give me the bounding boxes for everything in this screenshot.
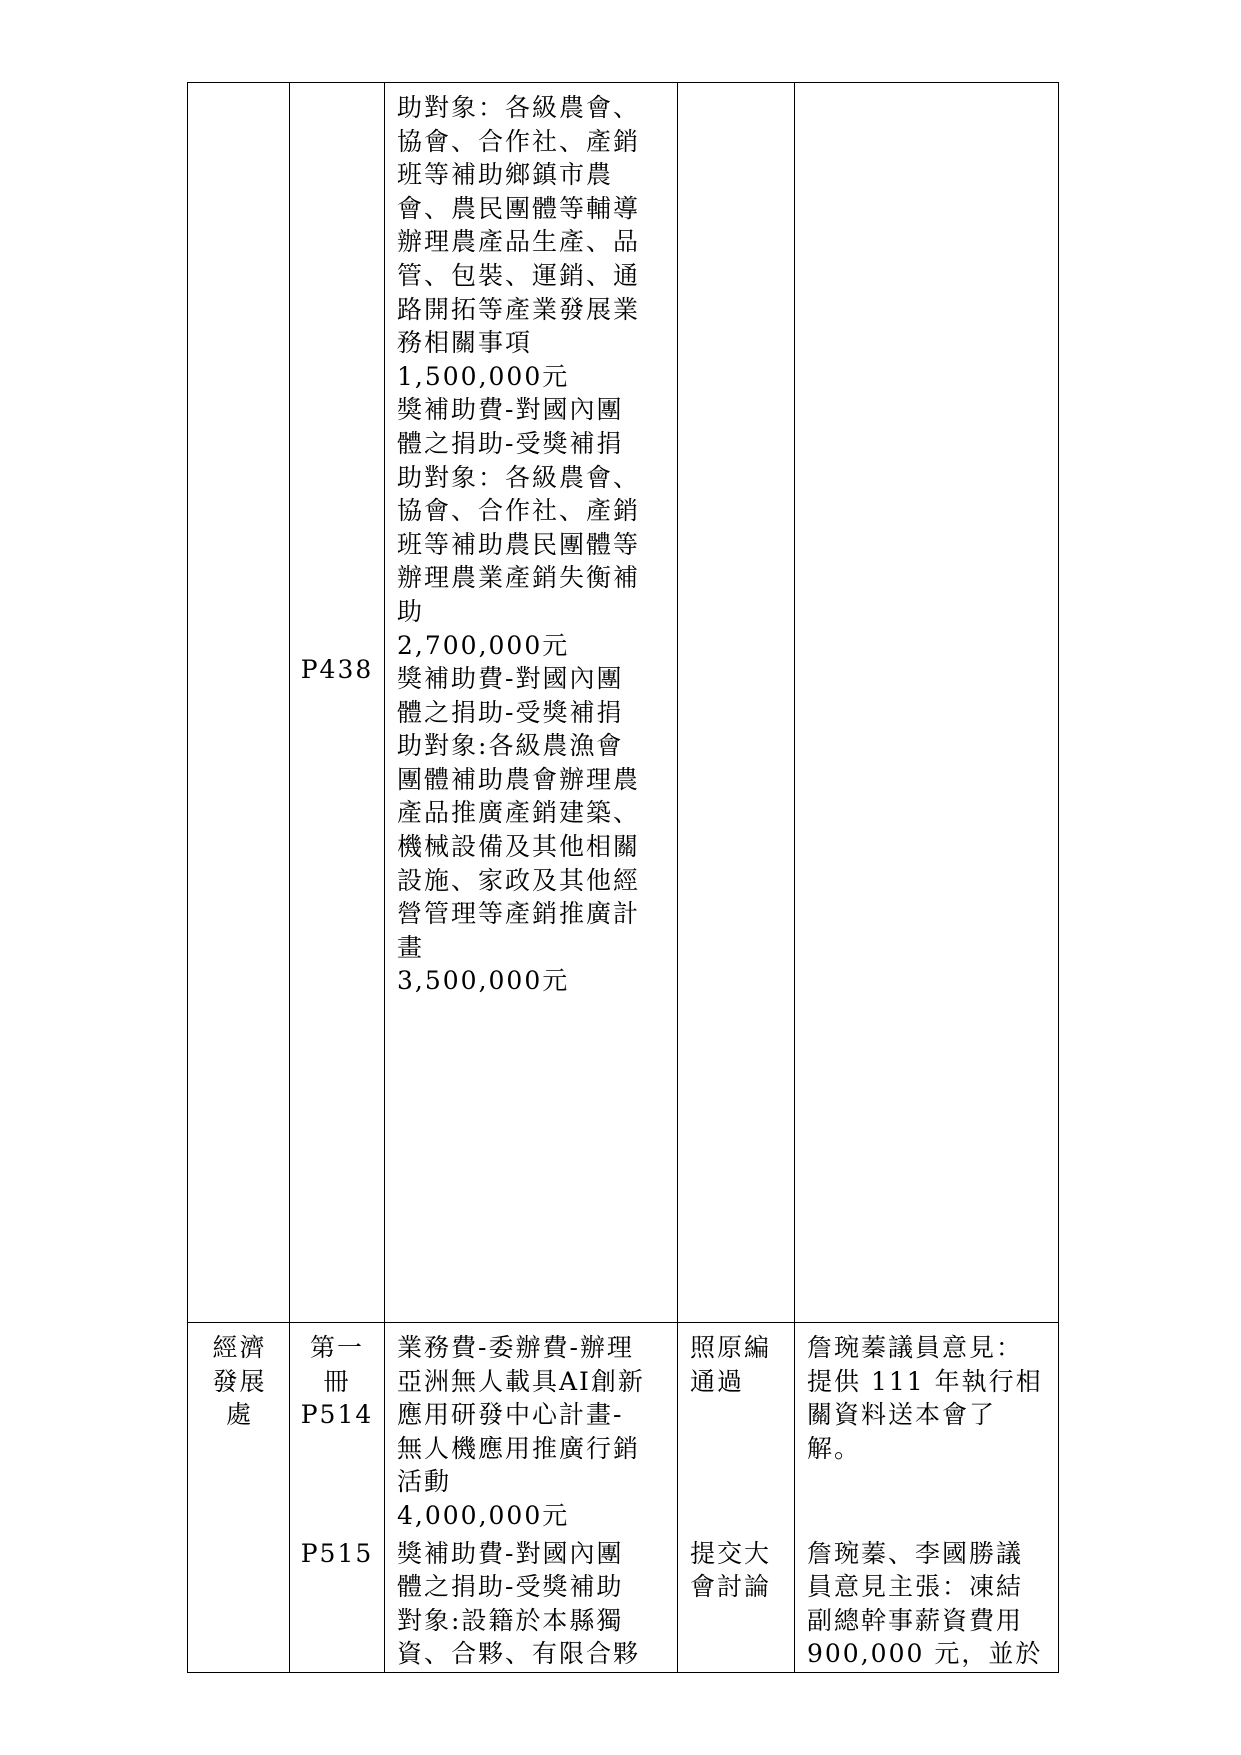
table-row — [188, 83, 1059, 1323]
text-line: 關資料送本會了 — [807, 1400, 997, 1430]
text-line: 資、合夥、有限合夥 — [397, 1639, 641, 1669]
text-line: 產品推廣產銷建築、 — [397, 798, 641, 828]
opinion-cell — [795, 83, 1059, 1323]
text-line: 班等補助農民團體等 — [397, 529, 641, 559]
item-cell — [385, 1323, 678, 1673]
text-line: 管、包裝、運銷、通 — [397, 260, 641, 290]
department-cell — [188, 1323, 290, 1673]
text-line: 助 — [397, 596, 425, 626]
page-cell — [290, 1323, 385, 1673]
text-line: 照原編 — [690, 1333, 772, 1362]
text-line: 提供 111 年執行相 — [807, 1366, 1043, 1396]
text-line: 獎補助費-對國內團 — [397, 1538, 624, 1568]
text-line: 經濟 — [212, 1333, 267, 1362]
text-line: 提交大 — [690, 1538, 772, 1568]
item-text — [385, 83, 677, 998]
text-line: 設施、家政及其他經 — [397, 865, 641, 895]
text-line: 體之捐助-受獎補捐 — [397, 697, 624, 727]
text-line: 機械設備及其他相關 — [397, 832, 641, 862]
text-line: 路開拓等產業發展業 — [397, 294, 641, 324]
text-line: 第一 — [309, 1333, 364, 1362]
text-line: 會討論 — [690, 1572, 772, 1602]
text-line: 2,700,000元 — [397, 630, 570, 660]
text-line: 體之捐助-受獎補助 — [397, 1572, 624, 1602]
department-name — [188, 1323, 289, 1432]
text-line: 3,500,000元 — [397, 966, 570, 996]
text-line: 詹琬蓁議員意見： — [807, 1333, 1024, 1362]
text-line: 詹琬蓁、李國勝議 — [807, 1538, 1024, 1568]
text-line: 獎補助費-對國內團 — [397, 664, 624, 694]
table-row — [188, 1323, 1059, 1673]
volume-label — [294, 1331, 380, 1398]
text-line: 1,500,000元 — [397, 361, 570, 391]
opinion-text — [807, 1537, 1048, 1671]
text-line: 協會、合作社、產銷 — [397, 126, 641, 156]
text-line: 班等補助鄉鎮市農 — [397, 160, 614, 190]
text-line: 對象:設籍於本縣獨 — [397, 1605, 624, 1635]
decision-cell — [678, 83, 795, 1323]
page-cell — [290, 83, 385, 1323]
text-line: 協會、合作社、產銷 — [397, 496, 641, 526]
text-line: 通過 — [690, 1366, 745, 1396]
text-line: 副總幹事薪資費用 — [807, 1605, 1024, 1635]
text-line: 4,000,000元 — [397, 1500, 570, 1530]
text-line: 冊 — [323, 1366, 351, 1396]
department-text — [188, 83, 289, 91]
text-line: 營管理等產銷推廣計 — [397, 899, 641, 929]
text-line: 助對象:各級農漁會 — [397, 731, 624, 761]
text-line: 無人機應用推廣行銷 — [397, 1433, 641, 1463]
text-line: 體之捐助-受獎補捐 — [397, 428, 624, 458]
decision-text — [690, 1331, 784, 1398]
text-line: 活動 — [397, 1467, 452, 1497]
item-text — [397, 1537, 667, 1671]
item-text — [397, 1331, 667, 1533]
department-cell — [188, 83, 290, 1323]
text-line: 畫 — [397, 932, 425, 962]
text-line: 發展 — [212, 1366, 267, 1396]
decision-cell — [678, 1323, 795, 1673]
text-line: 處 — [225, 1400, 253, 1430]
page-number: P438 — [300, 655, 374, 684]
page-number: P514 — [300, 1400, 374, 1430]
text-line: 助對象：各級農會、 — [397, 462, 641, 492]
text-line: 助對象：各級農會、 — [397, 93, 641, 122]
budget-review-table — [187, 82, 1059, 1673]
opinion-cell — [795, 1323, 1059, 1673]
decision-text — [690, 1537, 784, 1604]
text-line: 應用研發中心計畫- — [397, 1400, 624, 1430]
text-line: 會、農民團體等輔導 — [397, 193, 641, 223]
text-line: 900,000 元，並於 — [807, 1639, 1043, 1669]
text-line: 解。 — [807, 1433, 862, 1463]
text-line: 務相關事項 — [397, 328, 533, 358]
text-line: 亞洲無人載具AI創新 — [397, 1366, 645, 1396]
text-line: 獎補助費-對國內團 — [397, 395, 624, 425]
text-line: 辦理農業產銷失衡補 — [397, 563, 641, 593]
text-line: 業務費-委辦費-辦理 — [397, 1333, 634, 1362]
text-line: 團體補助農會辦理農 — [397, 764, 641, 794]
page-number: P515 — [300, 1538, 374, 1568]
opinion-text — [795, 83, 1058, 91]
item-cell — [385, 83, 678, 1323]
opinion-text — [807, 1331, 1048, 1465]
text-line: 辦理農產品生產、品 — [397, 227, 641, 257]
decision-text — [678, 83, 794, 91]
text-line: 員意見主張：凍結 — [807, 1572, 1024, 1602]
